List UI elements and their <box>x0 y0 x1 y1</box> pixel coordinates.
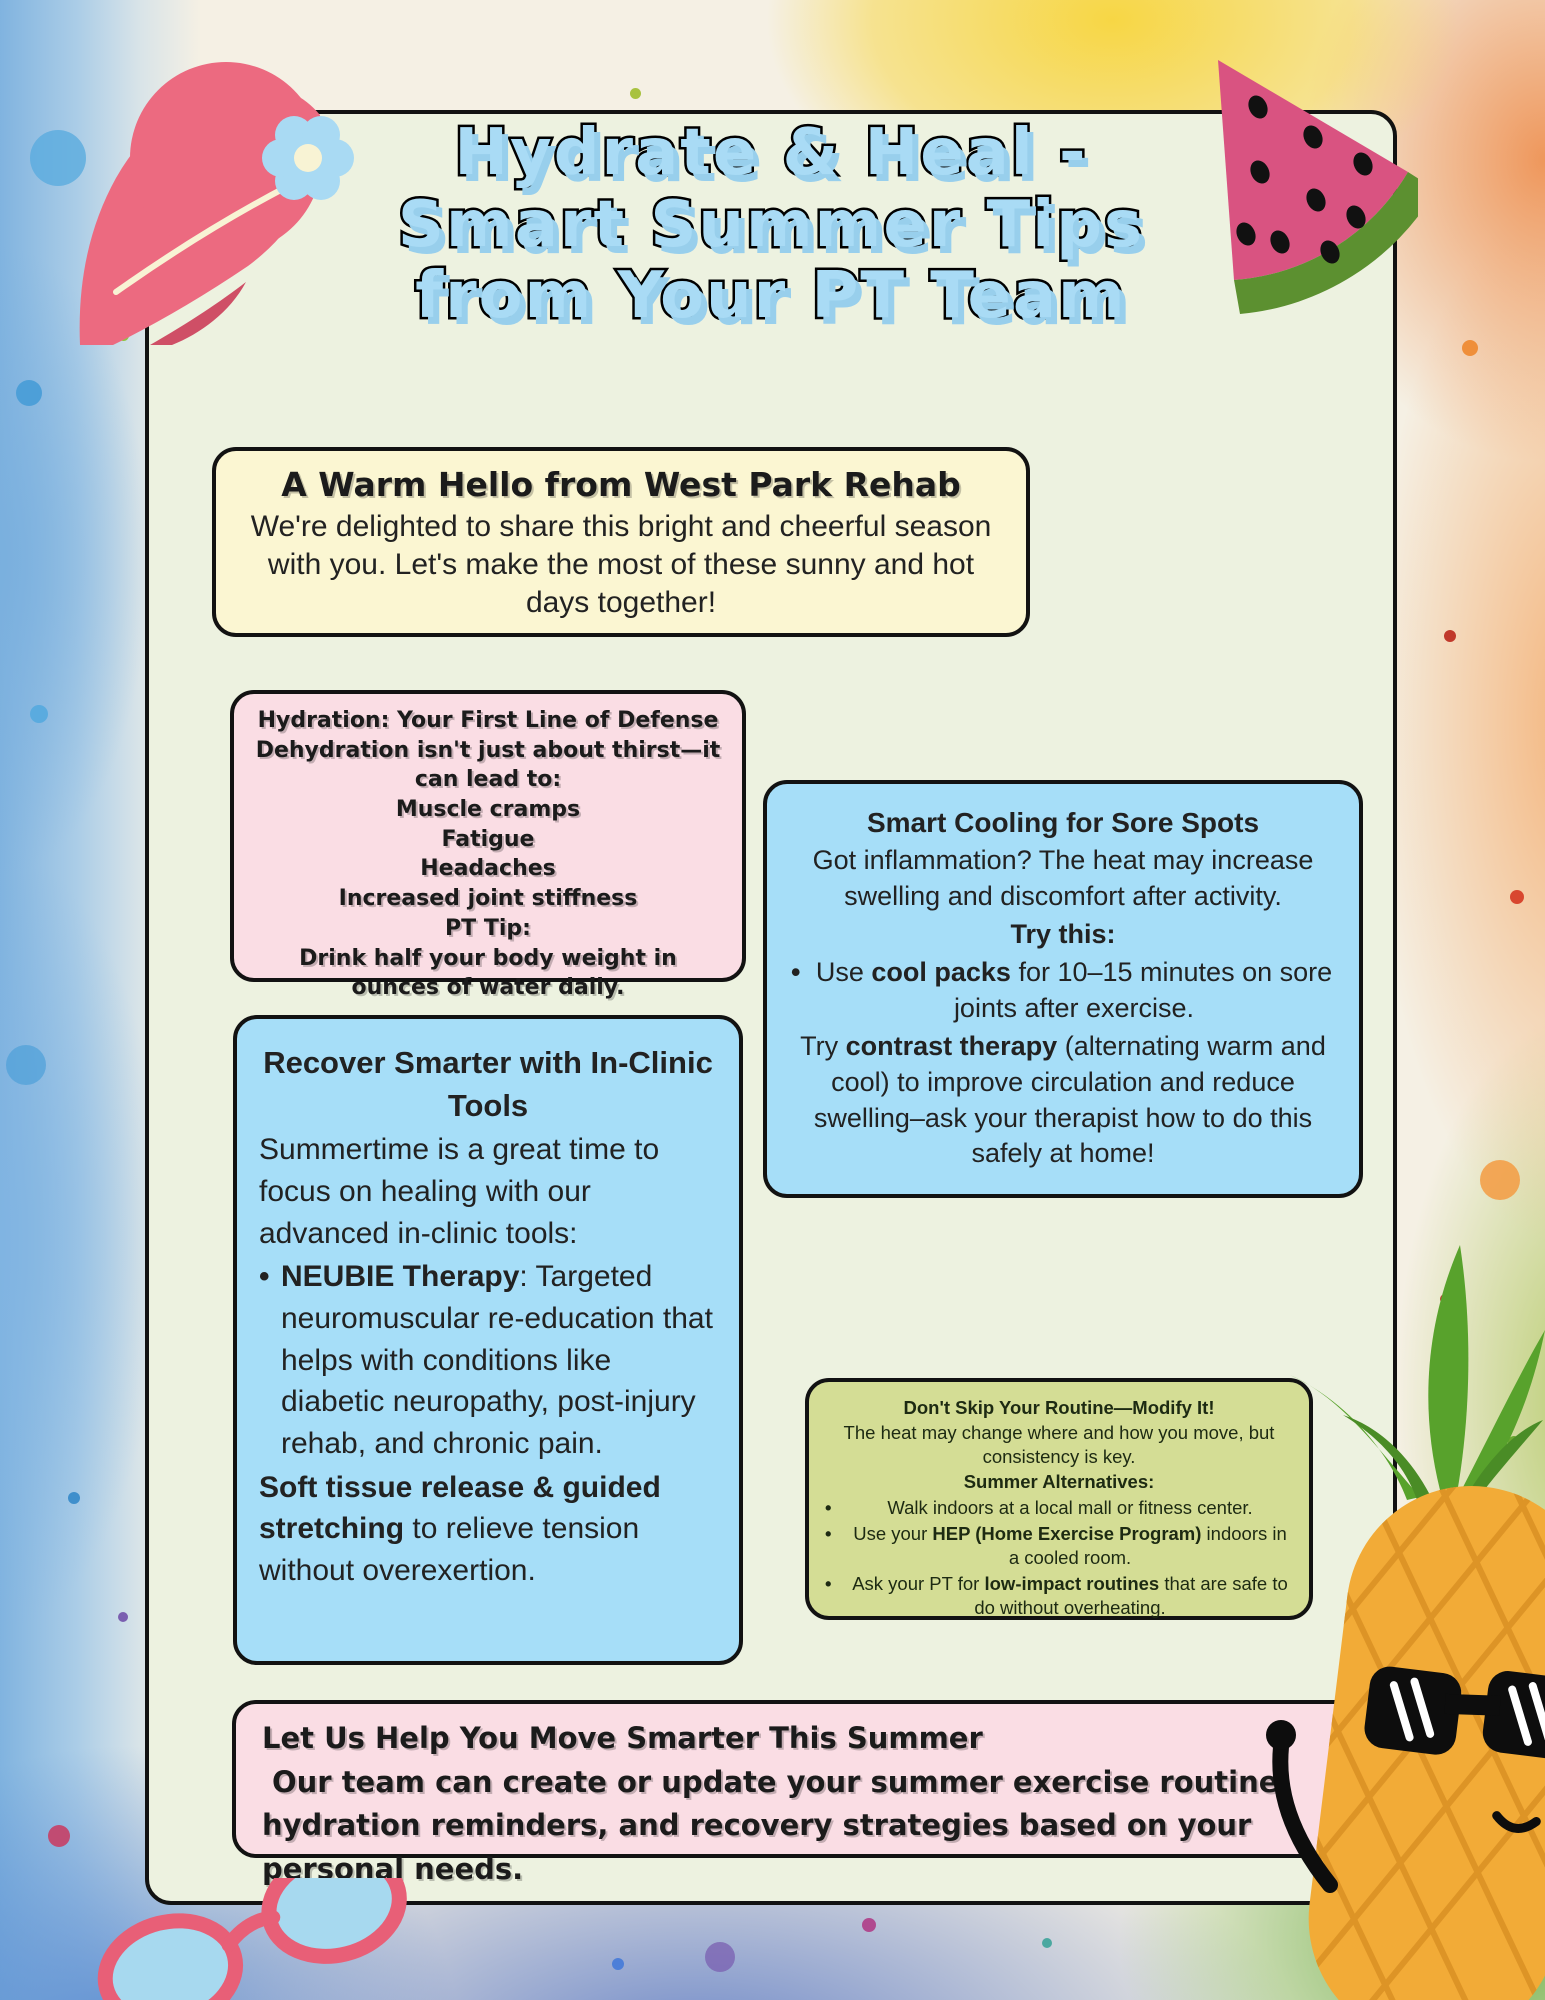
symptom-item: Muscle cramps <box>395 797 581 823</box>
paint-dot <box>48 1825 70 1847</box>
recover-closing: Soft tissue release & guided stretching to relieve tension without overexertion. <box>259 1470 661 1588</box>
paint-dot <box>862 1918 876 1932</box>
paint-dot <box>6 1045 46 1085</box>
routine-bullet-text: Ask your PT for low-impact routines that are safe to do without overheating. <box>852 1573 1288 1619</box>
sun-hat-icon <box>58 40 358 345</box>
recover-bullet-text: NEUBIE Therapy: Targeted neuromuscular re-education that helps with conditions like diabetic neuropathy, post-injury rehab, and chronic pain. <box>281 1260 713 1460</box>
bullet-icon <box>825 1522 847 1546</box>
routine-title: Don't Skip Your Routine—Modify It! <box>903 1397 1215 1418</box>
paint-dot <box>1444 630 1456 642</box>
cooling-try-label: Try this: <box>1010 919 1116 950</box>
bullet-icon <box>825 1572 847 1596</box>
symptom-item: Headaches <box>420 856 556 882</box>
cooling-bullet <box>791 955 1335 1027</box>
recover-box <box>233 1015 743 1665</box>
cooling-box <box>763 780 1363 1198</box>
welcome-body: We're delighted to share this bright and cheerful season with you. Let's make the most of these sunny and hot days together! <box>250 510 992 620</box>
paint-dot <box>16 380 42 406</box>
pt-tip-text: Drink half your body weight in ounces of water daily. <box>299 945 677 1001</box>
paint-dot <box>1462 340 1478 356</box>
cooling-title: Smart Cooling for Sore Spots <box>866 807 1260 838</box>
routine-bullet <box>825 1572 1293 1620</box>
routine-bullet-text: Use your HEP (Home Exercise Program) indoors in a cooled room. <box>853 1523 1287 1569</box>
pineapple-leaves <box>1290 1245 1545 1500</box>
routine-alternatives-label: Summer Alternatives: <box>963 1471 1155 1493</box>
routine-bullet <box>825 1496 1293 1520</box>
title-line-2: Smart Summer Tips <box>397 187 1145 262</box>
cooling-contrast-text: Try contrast therapy (alternating warm and cool) to improve circulation and reduce swelling–ask your therapist how to do this safely at home! <box>800 1030 1326 1169</box>
paint-dot <box>612 1958 624 1970</box>
routine-bullet <box>825 1522 1293 1570</box>
welcome-box <box>212 447 1030 637</box>
watermelon-icon <box>1218 52 1418 317</box>
bullet-icon <box>825 1496 847 1520</box>
paint-dot <box>30 705 48 723</box>
recover-bullet <box>259 1256 717 1464</box>
sunglasses-icon <box>70 1878 460 2000</box>
footer-box <box>232 1700 1378 1886</box>
recover-title: Recover Smarter with In-Clinic Tools <box>263 1045 713 1124</box>
title-line-3: from Your PT Team <box>415 259 1127 334</box>
hydration-intro: Dehydration isn't just about thirst—it can lead to: <box>255 737 721 793</box>
routine-bullet-text: Walk indoors at a local mall or fitness center. <box>887 1497 1253 1519</box>
title-line-1: Hydrate & Heal - <box>454 116 1088 190</box>
hydration-title: Hydration: Your First Line of Defense <box>257 708 719 733</box>
symptom-item: Fatigue <box>441 826 535 852</box>
paint-dot <box>1510 890 1524 904</box>
footer-title: Let Us Help You Move Smarter This Summer <box>262 1721 983 1755</box>
pt-tip-label: PT Tip: <box>445 915 531 941</box>
paint-dot <box>68 1492 80 1504</box>
paint-dot <box>118 1612 128 1622</box>
paint-dot <box>1042 1938 1052 1948</box>
welcome-title: A Warm Hello from West Park Rehab <box>281 465 961 504</box>
cooling-intro: Got inflammation? The heat may increase swelling and discomfort after activity. <box>812 845 1314 912</box>
pineapple-icon <box>1235 1225 1545 2000</box>
symptom-item: Increased joint stiffness <box>338 886 638 912</box>
footer-body: Our team can create or update your summer exercise routine, hydration reminders, and recovery strategies based on your personal needs. <box>262 1764 1290 1886</box>
cooling-bullet-text: Use cool packs for 10–15 minutes on sore joints after exercise. <box>815 956 1333 1023</box>
paint-dot <box>630 88 641 99</box>
routine-intro: The heat may change where and how you move, but consistency is key. <box>843 1422 1275 1468</box>
bullet-icon <box>259 1256 281 1298</box>
bullet-icon <box>791 955 813 991</box>
recover-intro: Summertime is a great time to focus on healing with our advanced in-clinic tools: <box>259 1133 660 1250</box>
paint-dot <box>705 1942 735 1972</box>
hydration-box <box>230 690 746 1001</box>
paint-dot <box>1480 1160 1520 1200</box>
